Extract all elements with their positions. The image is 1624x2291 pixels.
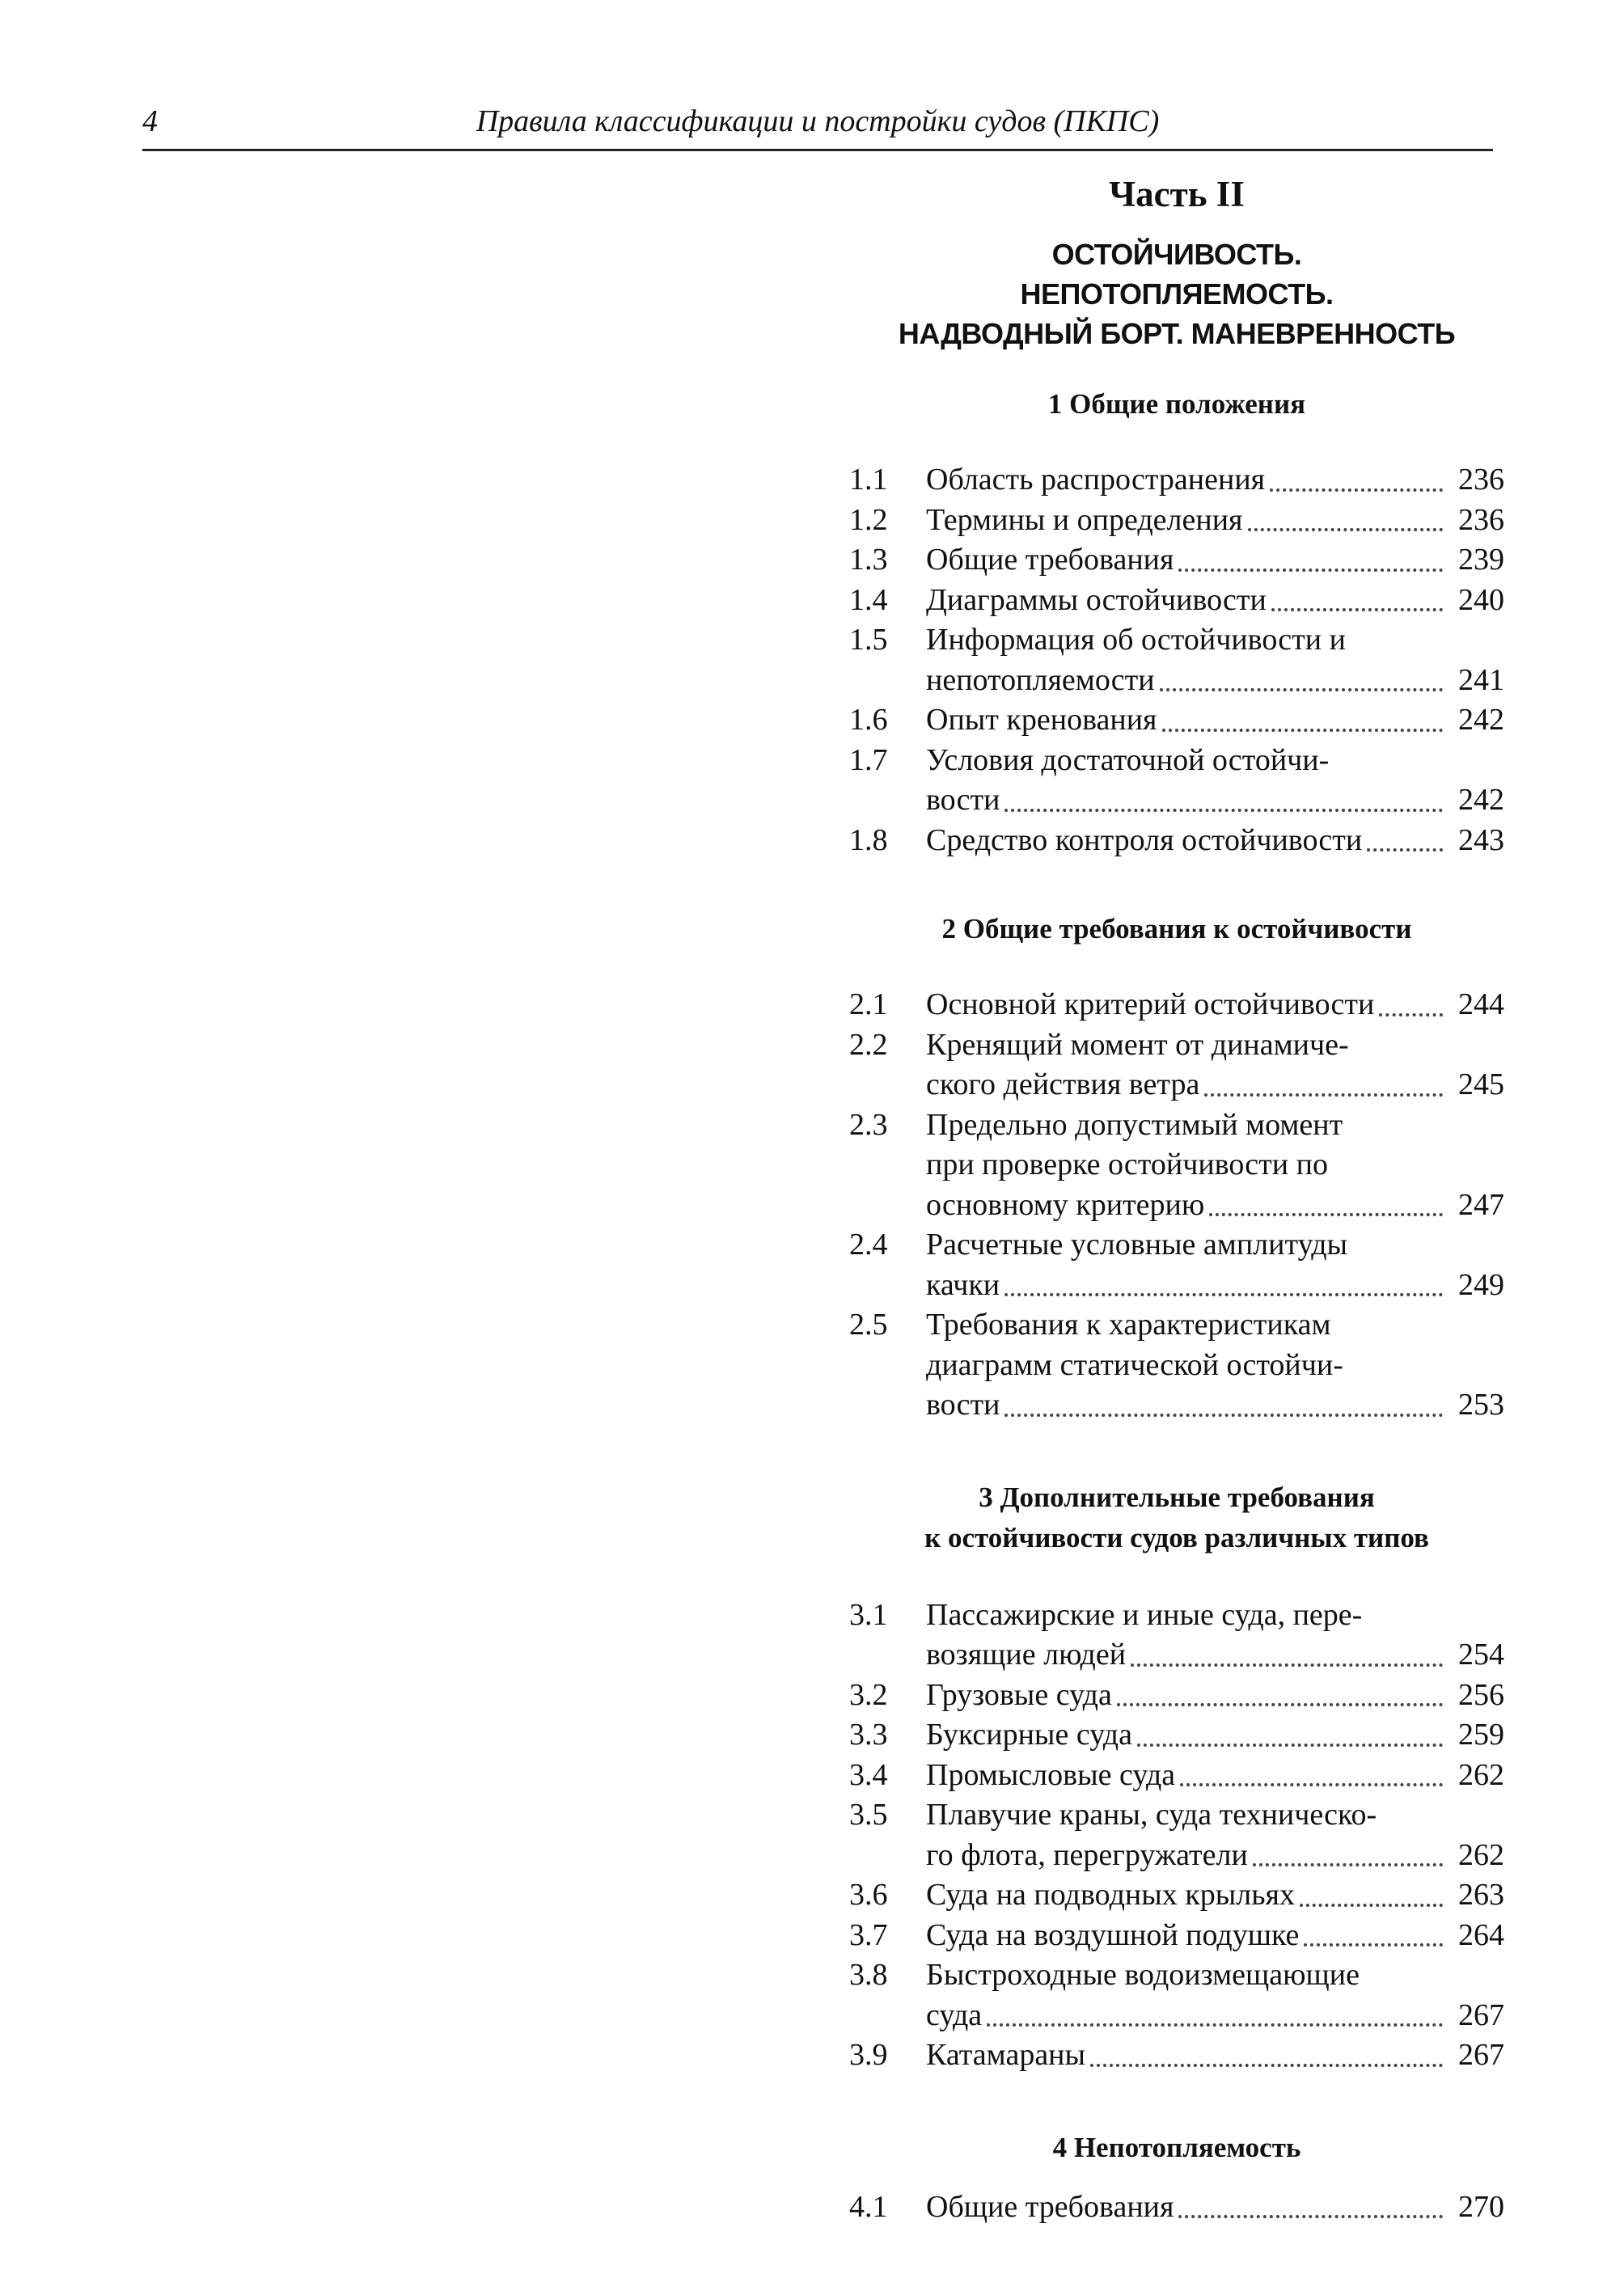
dot-leader <box>1117 1703 1443 1706</box>
entry-title: непотопляемости <box>926 662 1155 697</box>
toc-entry[interactable] <box>849 460 1504 501</box>
entry-number: 2.1 <box>849 987 888 1021</box>
toc-entry[interactable] <box>849 1916 1504 1956</box>
toc-entry[interactable] <box>849 1105 1504 1226</box>
entry-page-number: 270 <box>1458 2189 1504 2224</box>
entry-page-number: 259 <box>1458 1718 1504 1752</box>
entry-title: Кренящий момент от динамиче- <box>926 1027 1349 1062</box>
entry-page-number: 249 <box>1458 1267 1504 1302</box>
entry-title: суда <box>926 1997 983 2032</box>
toc-entry[interactable] <box>849 1715 1504 1756</box>
toc-entry[interactable] <box>849 741 1504 821</box>
entry-title: Грузовые суда <box>926 1677 1112 1712</box>
entry-number: 3.1 <box>849 1597 888 1632</box>
toc-entry[interactable] <box>849 1025 1504 1105</box>
entry-number: 3.7 <box>849 1917 888 1952</box>
entry-number: 1.3 <box>849 543 888 577</box>
entry-number: 3.6 <box>849 1878 888 1912</box>
toc-entry[interactable] <box>849 821 1504 861</box>
dot-leader <box>1137 1744 1443 1747</box>
dot-leader <box>1209 1213 1443 1216</box>
section-heading: 3 Дополнительные требования <box>979 1481 1375 1513</box>
toc-entry[interactable] <box>849 1225 1504 1305</box>
entry-page-number: 262 <box>1458 1757 1504 1792</box>
toc-entry[interactable] <box>849 1676 1504 1716</box>
entry-title: Предельно допустимый момент <box>926 1107 1343 1142</box>
dot-leader <box>1004 1414 1443 1417</box>
toc-entries <box>849 460 1504 860</box>
entry-number: 3.9 <box>849 2038 888 2072</box>
entry-page-number: 267 <box>1458 2038 1504 2072</box>
dot-leader <box>1180 1783 1443 1786</box>
entry-title: ского действия ветра <box>926 1067 1200 1101</box>
entry-title: Опыт кренования <box>926 703 1157 737</box>
toc-entries <box>849 985 1504 1426</box>
toc-entry[interactable] <box>849 581 1504 621</box>
entry-title: вости <box>926 1388 1000 1422</box>
entry-number: 1.8 <box>849 822 888 857</box>
entry-page-number: 244 <box>1458 987 1504 1021</box>
dot-leader <box>1090 2064 1443 2067</box>
dot-leader <box>1367 848 1443 852</box>
section-heading: 2 Общие требования к остойчивости <box>941 913 1412 945</box>
toc-entry[interactable] <box>849 1875 1504 1916</box>
part-subtitle <box>849 235 1504 353</box>
part-title: Часть II <box>1109 174 1245 214</box>
dot-leader <box>1178 2215 1443 2218</box>
entry-title: качки <box>926 1267 1000 1302</box>
entry-number: 2.5 <box>849 1308 888 1342</box>
entry-title: Суда на подводных крыльях <box>926 1878 1296 1912</box>
dot-leader <box>1131 1663 1443 1667</box>
entry-title: Условия достаточной остойчи- <box>926 742 1330 777</box>
entry-page-number: 263 <box>1458 1878 1504 1912</box>
entry-page-number: 262 <box>1458 1837 1504 1872</box>
running-header <box>142 104 1493 151</box>
entry-page-number: 242 <box>1458 783 1504 817</box>
entry-title: Средство контроля остойчивости <box>926 822 1363 857</box>
toc-entry[interactable] <box>849 540 1504 581</box>
entry-number: 3.2 <box>849 1677 888 1712</box>
section-heading: к остойчивости судов различных типов <box>924 1521 1429 1553</box>
entry-title: Плавучие краны, суда техническо- <box>926 1798 1377 1832</box>
entry-number: 2.4 <box>849 1228 888 1262</box>
toc-section <box>849 2128 1504 2228</box>
section-heading: 4 Непотопляемость <box>1052 2131 1301 2163</box>
dot-leader <box>1379 1013 1443 1017</box>
entry-number: 1.2 <box>849 502 888 537</box>
running-title: Правила классификации и постройки судов (ПКПС) <box>476 104 1160 138</box>
entry-title: Буксирные суда <box>926 1718 1132 1752</box>
toc-entry[interactable] <box>849 1596 1504 1676</box>
toc-entry[interactable] <box>849 2187 1504 2228</box>
part-subtitle-line: ОСТОЙЧИВОСТЬ. <box>1051 238 1302 271</box>
dot-leader <box>1004 809 1443 812</box>
entry-title: Термины и определения <box>926 502 1243 537</box>
entry-title: Быстроходные водоизмещающие <box>926 1958 1360 1992</box>
dot-leader <box>1178 569 1443 572</box>
entry-title: Катамараны <box>926 2038 1086 2072</box>
dot-leader <box>1004 1293 1443 1296</box>
entry-number: 2.2 <box>849 1027 888 1062</box>
dot-leader <box>1162 729 1443 732</box>
dot-leader <box>1204 1093 1443 1097</box>
dot-leader <box>1248 528 1443 531</box>
toc-entry[interactable] <box>849 1756 1504 1796</box>
entry-title: Информация об остойчивости и <box>926 623 1346 657</box>
entry-number: 1.6 <box>849 703 888 737</box>
part-subtitle-line: НЕПОТОПЛЯЕМОСТЬ. <box>1020 277 1334 311</box>
entry-number: 1.5 <box>849 623 888 657</box>
entry-page-number: 267 <box>1458 1997 1504 2032</box>
dot-leader <box>1271 608 1443 611</box>
entry-number: 3.4 <box>849 1757 888 1792</box>
entry-page-number: 236 <box>1458 502 1504 537</box>
entry-number: 1.1 <box>849 463 888 497</box>
entry-title: Область распространения <box>926 463 1266 497</box>
toc-entry[interactable] <box>849 1955 1504 2035</box>
entry-page-number: 256 <box>1458 1677 1504 1712</box>
dot-leader <box>1304 1943 1443 1947</box>
toc-entry[interactable] <box>849 985 1504 1025</box>
entry-number: 4.1 <box>849 2189 888 2224</box>
section-heading: 1 Общие положения <box>1047 388 1306 420</box>
entry-title: основному критерию <box>926 1187 1205 1222</box>
toc-entry[interactable] <box>849 1305 1504 1426</box>
entry-page-number: 254 <box>1458 1638 1504 1672</box>
entry-title: Суда на воздушной подушке <box>926 1917 1300 1952</box>
entry-title: Диаграммы остойчивости <box>926 582 1267 617</box>
dot-leader <box>1160 688 1443 691</box>
table-of-contents <box>849 170 1504 2227</box>
entry-title: го флота, перегружатели <box>926 1837 1248 1872</box>
entry-number: 3.5 <box>849 1798 888 1832</box>
toc-section <box>849 384 1504 860</box>
entry-page-number: 240 <box>1458 582 1504 617</box>
entry-title: Основной критерий остойчивости <box>926 987 1375 1021</box>
entry-page-number: 239 <box>1458 543 1504 577</box>
entry-title: при проверке остойчивости по <box>926 1148 1328 1181</box>
toc-section <box>849 1477 1504 2076</box>
toc-entries <box>849 1596 1504 2076</box>
entry-title: диаграмм статической остойчи- <box>926 1347 1343 1382</box>
entry-title: Требования к характеристикам <box>926 1308 1331 1342</box>
entry-title: Общие требования <box>926 543 1174 577</box>
entry-page-number: 245 <box>1458 1067 1504 1101</box>
entry-title: возящие людей <box>926 1638 1127 1672</box>
entry-page-number: 247 <box>1458 1187 1504 1222</box>
part-subtitle-line: НАДВОДНЫЙ БОРТ. МАНЕВРЕННОСТЬ <box>898 317 1456 350</box>
entry-page-number: 264 <box>1458 1917 1504 1952</box>
dot-leader <box>987 2023 1443 2027</box>
entry-page-number: 253 <box>1458 1388 1504 1422</box>
entry-page-number: 243 <box>1458 822 1504 857</box>
entry-page-number: 236 <box>1458 463 1504 497</box>
toc-section <box>849 909 1504 1426</box>
entry-title: вости <box>926 783 1000 817</box>
entry-number: 2.3 <box>849 1107 888 1142</box>
entry-title: Промысловые суда <box>926 1757 1176 1792</box>
toc-entry[interactable] <box>849 620 1504 700</box>
entry-number: 1.7 <box>849 742 888 777</box>
dot-leader <box>1253 1863 1443 1866</box>
entry-title: Общие требования <box>926 2189 1174 2224</box>
page-number: 4 <box>142 104 158 138</box>
toc-sections <box>849 384 1504 2227</box>
entry-page-number: 242 <box>1458 703 1504 737</box>
entry-number: 3.8 <box>849 1958 888 1992</box>
toc-entry[interactable] <box>849 2035 1504 2076</box>
toc-entries <box>849 2187 1504 2228</box>
toc-entry[interactable] <box>849 501 1504 541</box>
entry-title: Расчетные условные амплитуды <box>926 1228 1348 1262</box>
entry-number: 3.3 <box>849 1718 888 1752</box>
entry-number: 1.4 <box>849 582 888 617</box>
toc-entry[interactable] <box>849 700 1504 741</box>
toc-entry[interactable] <box>849 1795 1504 1875</box>
entry-page-number: 241 <box>1458 662 1504 697</box>
dot-leader <box>1300 1904 1443 1907</box>
entry-title: Пассажирские и иные суда, пере- <box>926 1597 1363 1632</box>
dot-leader <box>1270 488 1443 492</box>
